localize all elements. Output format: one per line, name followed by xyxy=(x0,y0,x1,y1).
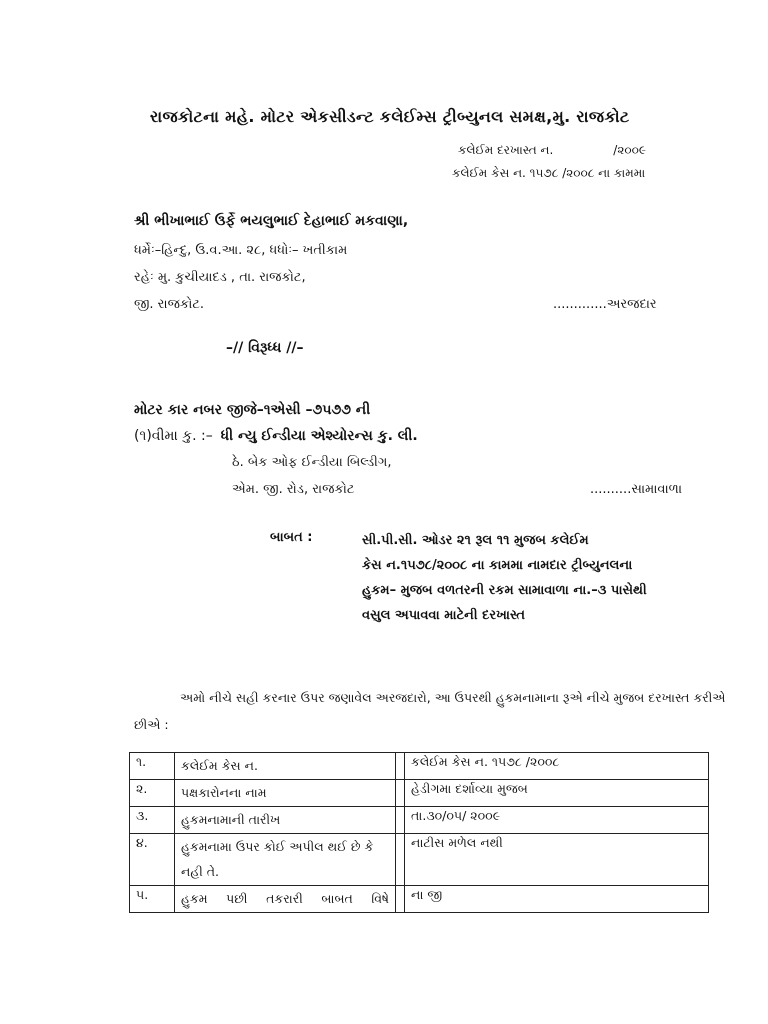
respondent-role: ..........સામાવાળા xyxy=(590,482,683,497)
respondent-insurer xyxy=(134,428,418,444)
row-number: ૩. xyxy=(130,807,175,834)
respondent-address-line2: એમ. જી. રોડ, રાજકોટ xyxy=(232,482,355,497)
body-paragraph xyxy=(134,684,734,738)
table-row xyxy=(130,753,709,780)
petitioner-district: જી. રાજકોટ. xyxy=(134,297,205,312)
respondent-address-line1: ઠે. બેક ઓફ ઈન્ડીયા બિલ્ડીગ, xyxy=(232,455,392,470)
subject-label: બાબત : xyxy=(270,530,313,545)
table-row xyxy=(130,780,709,807)
row-spacer xyxy=(396,780,405,807)
claim-application-year: /૨૦૦૯ xyxy=(613,143,646,157)
court-title: રાજકોટના મહે. મોટર એકસીડન્ટ કલેઈમ્સ ટ્રીબ્યુનલ સમક્ષ,મુ. રાજકોટ xyxy=(150,107,630,126)
row-value: તા.૩૦/૦૫/ ૨૦૦૯ xyxy=(405,807,709,834)
respondent-vehicle: મોટર કાર નબર જીજે–૧એસી –૭૫૭૭ ની xyxy=(134,402,371,418)
row-spacer xyxy=(396,807,405,834)
row-number: ૪. xyxy=(130,834,175,886)
claim-case-reference: કલેઈમ કેસ ન. ૧૫૭૮ /૨૦૦૮ ના કામમા xyxy=(452,166,646,180)
subject-line: કેસ ન.૧૫૭૮/૨૦૦૮ ના કામમા નામદાર ટ્રીબ્યુનલના xyxy=(362,558,633,573)
insurer-name: ધી ન્યુ ઈન્ડીયા એશ્યોરન્સ કુ. લી. xyxy=(220,428,418,444)
row-spacer xyxy=(396,886,405,913)
claim-application-number xyxy=(458,143,646,158)
subject-text xyxy=(362,528,647,628)
petitioner-name: શ્રી ભીખાભાઈ ઉર્ફે ભયલુભાઈ દેહાભાઈ મકવાણા, xyxy=(134,213,409,229)
insurer-prefix: (૧)વીમા કુ. :– xyxy=(134,428,213,444)
row-item: પક્ષકારોનના નામ xyxy=(175,780,396,807)
particulars-table xyxy=(129,752,709,913)
row-spacer xyxy=(396,753,405,780)
body-paragraph-text: અમો નીચે સહી કરનાર ઉપર જણાવેલ અરજદારો, આ ઉપરથી હુકમનામાના રૂએ નીચે મુજબ દરખાસ્ત કરીએ છીએ : xyxy=(134,690,726,732)
row-item: કલેઈમ કેસ ન. xyxy=(175,753,396,780)
row-number: ૧. xyxy=(130,753,175,780)
row-item: હુકમ પછી તકરારી બાબત વિષે xyxy=(175,886,396,913)
row-value: કલેઈમ કેસ ન. ૧૫૭૮ /૨૦૦૮ xyxy=(405,753,709,780)
row-spacer xyxy=(396,834,405,886)
versus-label: –// વિરૂધ્ધ //– xyxy=(226,340,304,356)
subject-line: હુકમ– મુજબ વળતરની રકમ સામાવાળા ના.–૩ પાસેથી xyxy=(362,583,647,598)
table-row xyxy=(130,834,709,886)
row-value: નાટીસ મળેલ નથી xyxy=(405,834,709,886)
row-number: ૫. xyxy=(130,886,175,913)
row-item: હુકમનામાની તારીખ xyxy=(175,807,396,834)
row-item: હુકમનામા ઉપર કોઈ અપીલ થઈ છે કે નહી તે. xyxy=(175,834,396,886)
petitioner-role: .............અરજદાર xyxy=(553,297,657,312)
table-row xyxy=(130,886,709,913)
row-value: હેડીગમા દર્શાવ્યા મુજબ xyxy=(405,780,709,807)
row-value: ના જી xyxy=(405,886,709,913)
subject-line: વસુલ અપાવવા માટેની દરખાસ્ત xyxy=(362,608,525,623)
petitioner-details: ધર્મેઃ–હિન્દુ, ઉ.વ.આ. ૨૮, ધધોઃ– ખતીકામ xyxy=(134,243,348,258)
petitioner-residence: રહેઃ મુ. કુચીયાદડ , તા. રાજકોટ, xyxy=(134,270,306,285)
subject-line: સી.પી.સી. ઓડર ૨૧ રૂલ ૧૧ મુજબ કલેઈમ xyxy=(362,533,589,548)
row-number: ૨. xyxy=(130,780,175,807)
table-row xyxy=(130,807,709,834)
claim-application-label: કલેઈમ દરખાસ્ત ન. xyxy=(458,143,554,157)
